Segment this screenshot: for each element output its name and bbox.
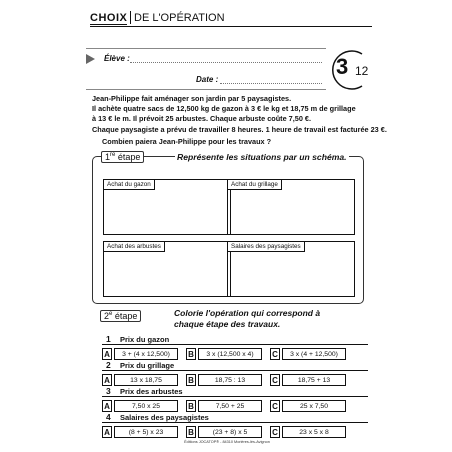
step2-section xyxy=(92,310,364,336)
publisher-footer: Éditions JOCATOP® - 84310 Morières-lès-Avignon xyxy=(184,440,270,444)
question-rule xyxy=(102,370,368,371)
question-block: 3 Prix des arbustes A 7,50 x 25 B 7,50 + 25 C 25 x 7,50 xyxy=(92,386,372,422)
schema-panel-grillage[interactable] xyxy=(227,179,355,235)
schema-panel-arbustes[interactable] xyxy=(103,241,231,297)
sheet-number-minor: 12 xyxy=(355,64,369,78)
schema-panel-salaires[interactable] xyxy=(227,241,355,297)
worksheet xyxy=(82,10,387,448)
header-separator xyxy=(130,11,131,24)
question-number: 4 xyxy=(106,412,111,422)
question-number: 3 xyxy=(106,386,111,396)
sheet-number-major: 3 xyxy=(336,54,349,79)
statement-line: Chaque paysagiste a prévu de travailler 8 heures. 1 heure de travail est facturée 23 €. xyxy=(92,124,387,134)
question-block: 1 Prix du gazon A 3 + (4 x 12,500) B 3 x (12,500 x 4) C 3 x (4 + 12,500) xyxy=(92,334,372,370)
step1-label: 1re étape xyxy=(101,151,144,163)
step1-section xyxy=(92,152,364,304)
step2-instruction: Colorie l'opération qui correspond à chaque étape des travaux. xyxy=(174,308,321,329)
problem-question: Combien paiera Jean-Philippe pour les travaux ? xyxy=(102,136,272,146)
problem-statement xyxy=(92,94,387,146)
panel-label: Achat du grillage xyxy=(228,180,282,190)
statement-line: Jean-Philippe fait aménager son jardin par 5 paysagistes. xyxy=(92,94,292,103)
question-label: Prix du grillage xyxy=(120,361,175,370)
header-rule xyxy=(90,26,372,27)
header-subtitle: DE L'OPÉRATION xyxy=(134,12,225,24)
header-choix: CHOIX xyxy=(90,12,128,24)
question-label: Prix du gazon xyxy=(120,335,170,344)
step1-instruction: Représente les situations par un schéma. xyxy=(177,152,347,162)
sheet-number-badge xyxy=(326,48,370,92)
statement-line: Il achète quatre sacs de 12,500 kg de gazon à 3 € le kg et 18,75 m de grillage xyxy=(92,104,356,114)
question-rule xyxy=(102,344,368,345)
statement-line: à 13 € le m. Il prévoit 25 arbustes. Chaque arbuste coûte 7,50 €. xyxy=(92,114,311,124)
date-label: Date : xyxy=(196,75,219,84)
panel-label: Salaires des paysagistes xyxy=(228,242,305,252)
schema-panel-gazon[interactable] xyxy=(103,179,231,235)
student-identity-box xyxy=(86,48,326,90)
question-number: 2 xyxy=(106,360,111,370)
question-block: 4 Salaires des paysagistes A (8 + 5) x 23 B (23 + 8) x 5 C 23 x 5 x 8 xyxy=(92,412,372,448)
arrow-right-icon xyxy=(86,54,95,64)
date-field[interactable] xyxy=(220,83,322,84)
worksheet-header xyxy=(82,10,372,26)
question-label: Prix des arbustes xyxy=(120,387,183,396)
panel-label: Achat du gazon xyxy=(104,180,155,190)
student-name-label: Élève : xyxy=(104,54,130,63)
student-name-field[interactable] xyxy=(130,62,322,63)
question-number: 1 xyxy=(106,334,111,344)
question-label: Salaires des paysagistes xyxy=(120,413,209,422)
step2-label: 2e étape xyxy=(100,310,141,322)
question-block: 2 Prix du grillage A 13 x 18,75 B 18,75 : 13 C 18,75 + 13 xyxy=(92,360,372,396)
question-rule xyxy=(102,422,368,423)
panel-label: Achat des arbustes xyxy=(104,242,165,252)
question-rule xyxy=(102,396,368,397)
